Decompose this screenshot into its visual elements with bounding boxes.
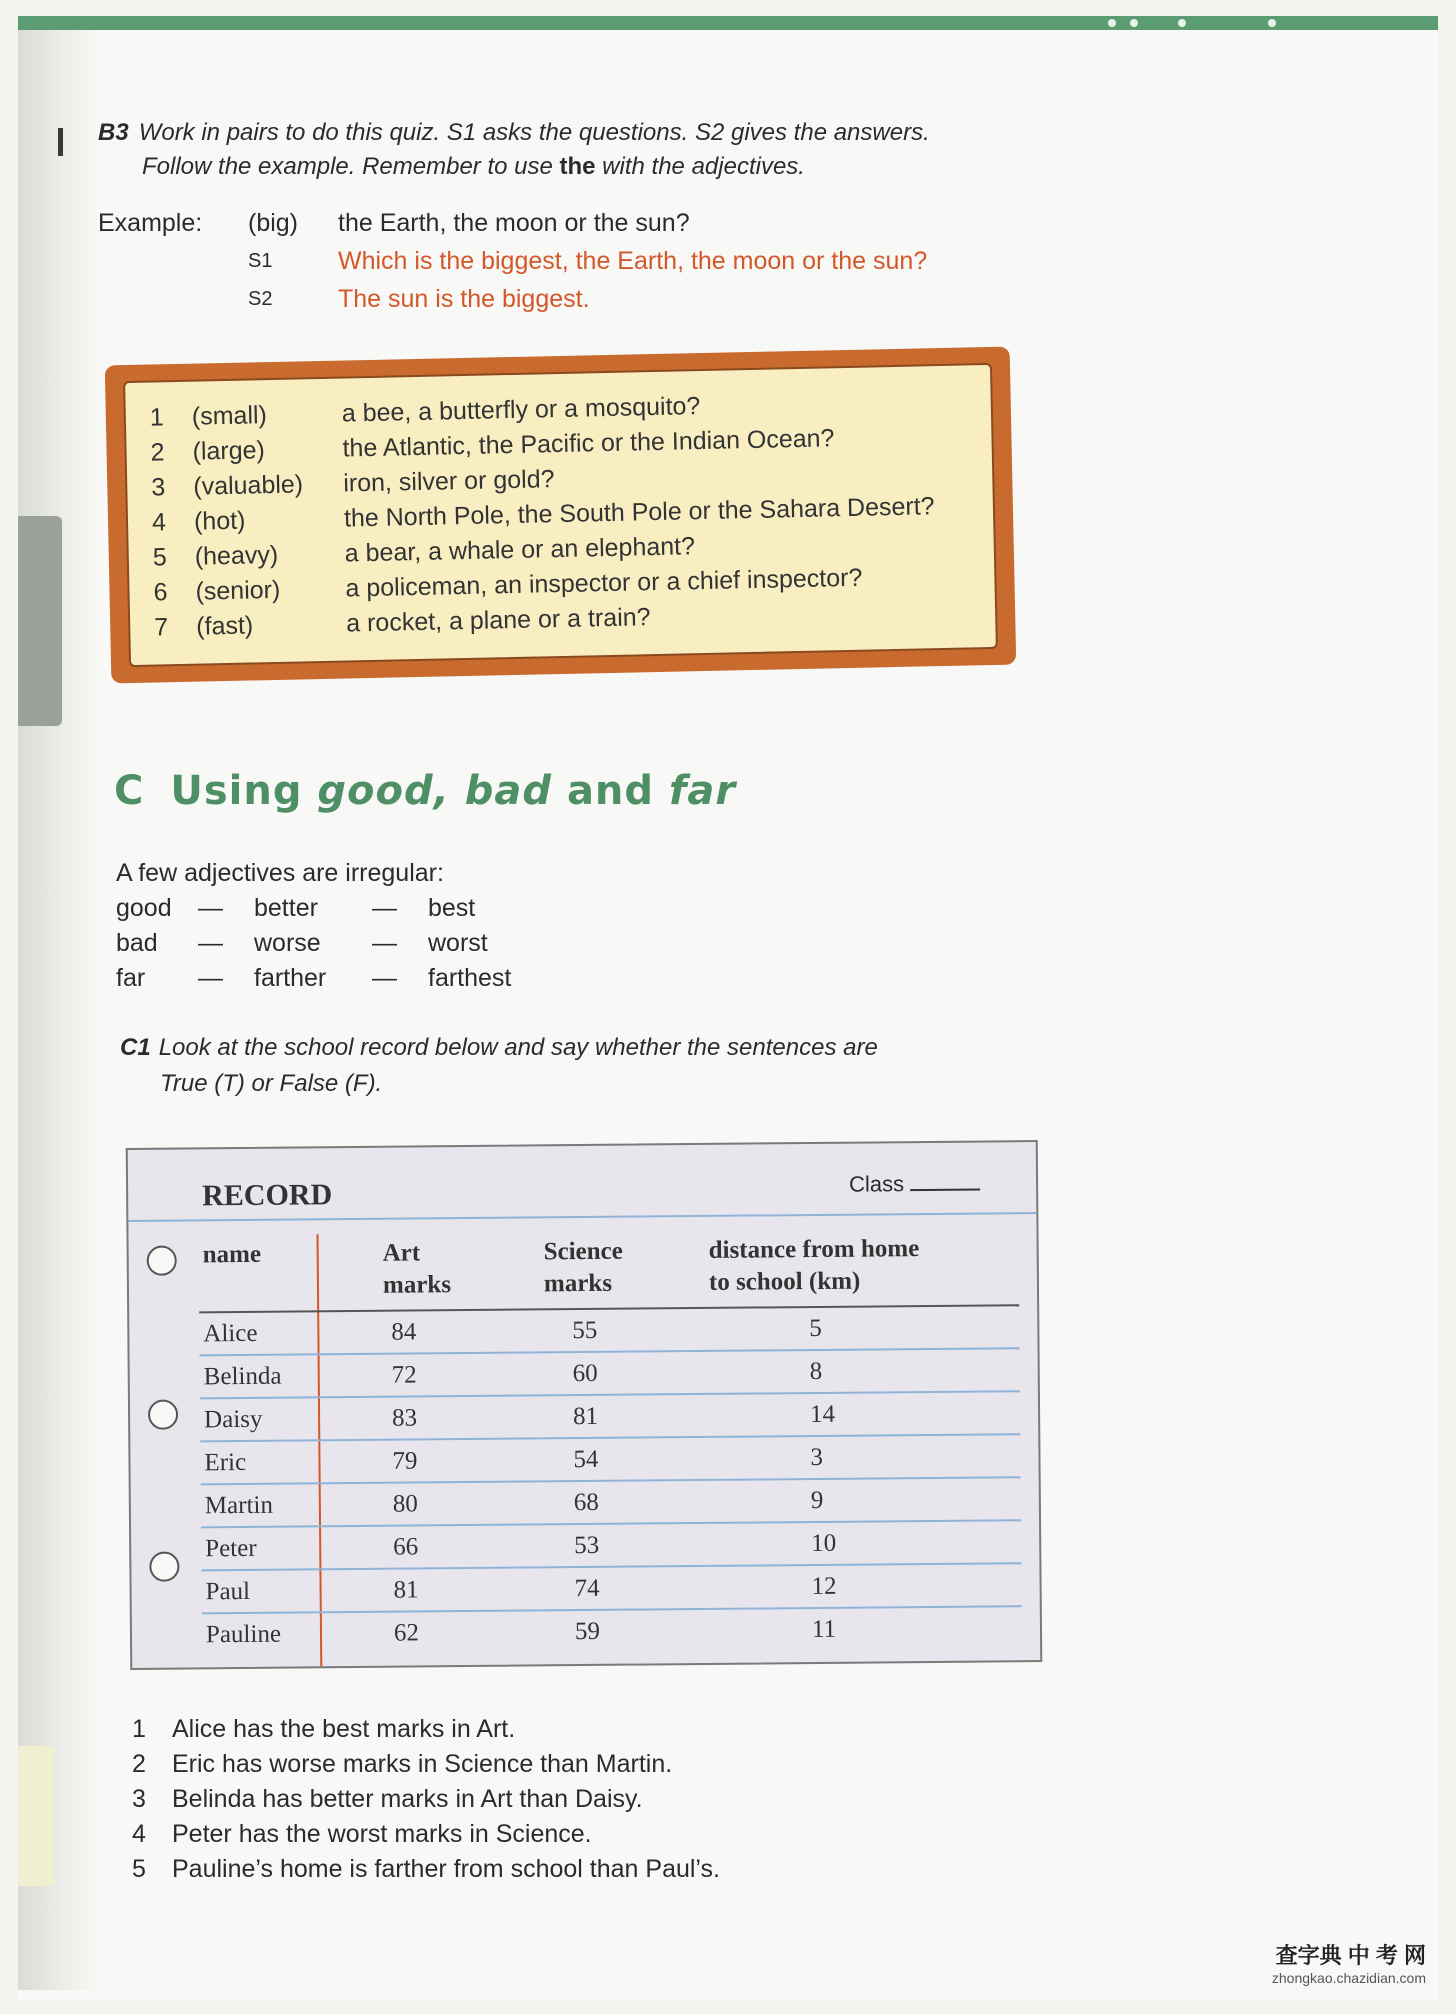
- quiz-number: 3: [151, 473, 166, 502]
- b3-instructions: [98, 116, 930, 184]
- table-row: [200, 1348, 1020, 1398]
- quiz-box: [105, 347, 1016, 684]
- cell-art: 79: [354, 1438, 539, 1483]
- b3-line1: Work in pairs to do this quiz. S1 asks the questions. S2 gives the answers.: [138, 119, 930, 146]
- class-blank: [910, 1189, 980, 1192]
- cell-name: Martin: [201, 1483, 355, 1527]
- comparative-form: better: [254, 894, 318, 922]
- bookmark-tab: [18, 516, 62, 726]
- band-dot: [1108, 19, 1116, 27]
- base-form: good: [116, 894, 172, 922]
- cell-art: 66: [355, 1524, 540, 1569]
- statement-number: 3: [132, 1785, 146, 1813]
- cell-science: 74: [540, 1566, 711, 1610]
- s2-text: The sun is the biggest.: [338, 285, 590, 313]
- quiz-options: a rocket, a plane or a train?: [345, 603, 651, 638]
- cell-science: 53: [540, 1523, 711, 1567]
- quiz-list: [123, 363, 998, 667]
- b3-line2-bold: the: [559, 153, 596, 180]
- cell-name: Eric: [200, 1440, 354, 1484]
- cell-art: 81: [355, 1567, 540, 1612]
- header-art-line2: marks: [382, 1271, 452, 1299]
- cell-distance: 9: [711, 1477, 1021, 1523]
- quiz-options: a policeman, an inspector or a chief inspector?: [345, 563, 863, 603]
- superlative-form: farthest: [428, 964, 512, 992]
- quiz-options: a bee, a butterfly or a mosquito?: [341, 392, 701, 428]
- cell-name: Pauline: [205, 1620, 282, 1648]
- cell-name: Alice: [199, 1311, 353, 1355]
- table-row: [200, 1434, 1020, 1484]
- table-row: [201, 1563, 1021, 1613]
- cell-distance: 10: [711, 1520, 1021, 1566]
- statement-text: Peter has the worst marks in Science.: [172, 1820, 592, 1848]
- margin-strip: [18, 1746, 54, 1886]
- section-letter: C: [114, 768, 145, 814]
- irregular-row: [116, 926, 511, 961]
- punch-hole: [149, 1552, 179, 1582]
- base-form: far: [116, 964, 146, 992]
- base-form: bad: [116, 929, 158, 957]
- example-adjective: (big): [248, 209, 299, 237]
- quiz-number: 5: [152, 543, 167, 572]
- s1-text: Which is the biggest, the Earth, the moon or the sun?: [338, 247, 928, 275]
- statement-number: 1: [132, 1715, 146, 1743]
- textbook-page: [18, 16, 1438, 2000]
- cell-science: 55: [538, 1308, 709, 1352]
- dash: —: [372, 964, 397, 992]
- title-italic: good, bad: [317, 768, 553, 814]
- statement: [132, 1852, 720, 1887]
- dash: —: [372, 929, 397, 957]
- statement: [132, 1817, 720, 1852]
- irregular-row: [116, 891, 511, 926]
- header-science-line2: marks: [543, 1269, 613, 1298]
- title-part: and: [552, 768, 669, 814]
- cell-distance: 14: [710, 1391, 1020, 1437]
- band-dot: [1130, 19, 1138, 27]
- irregular-intro: A few adjectives are irregular:: [116, 859, 444, 887]
- title-part: Using: [170, 768, 318, 814]
- quiz-number: 7: [153, 613, 169, 642]
- cell-art: 62: [393, 1618, 420, 1647]
- quiz-number: 1: [149, 403, 165, 432]
- section-c-title: [114, 768, 736, 814]
- table-row: [201, 1520, 1021, 1570]
- watermark-url: zhongkao.chazidian.com: [1271, 1970, 1426, 1986]
- statement-text: Belinda has better marks in Art than Daisy.: [172, 1785, 643, 1813]
- statement: [132, 1747, 720, 1782]
- irregular-adjectives: [116, 856, 511, 996]
- superlative-form: worst: [428, 929, 488, 957]
- true-false-statements: [132, 1712, 720, 1887]
- dash: —: [198, 929, 223, 957]
- cell-distance: 8: [710, 1348, 1020, 1394]
- c1-line1: Look at the school record below and say whether the sentences are: [158, 1034, 878, 1061]
- quiz-options: iron, silver or gold?: [343, 465, 555, 498]
- header-name: name: [199, 1234, 354, 1312]
- watermark-main: 查字典 中 考 网: [1275, 1943, 1426, 1968]
- quiz-options: the Atlantic, the Pacific or the Indian Ocean?: [342, 424, 835, 463]
- site-watermark: [1272, 1939, 1426, 1986]
- statement-number: 2: [132, 1750, 146, 1778]
- table-row: [201, 1477, 1021, 1527]
- header-distance-line1: distance from home: [708, 1235, 920, 1264]
- statement: [132, 1782, 720, 1817]
- cell-science: 59: [574, 1617, 601, 1645]
- c1-line2: True (T) or False (F).: [160, 1070, 383, 1097]
- irregular-row: [116, 961, 511, 996]
- c1-number: C1: [120, 1034, 151, 1061]
- table-header-row: [199, 1228, 1020, 1312]
- quiz-adjective: (valuable): [193, 470, 304, 501]
- dash: —: [198, 964, 223, 992]
- statement-text: Alice has the best marks in Art.: [172, 1715, 516, 1743]
- superlative-form: best: [428, 894, 476, 922]
- table-row: [200, 1391, 1020, 1441]
- quiz-adjective: (senior): [195, 575, 281, 606]
- statement-number: 4: [132, 1820, 146, 1848]
- quiz-adjective: (large): [192, 436, 266, 466]
- quiz-number: 6: [153, 578, 168, 607]
- example-question: the Earth, the moon or the sun?: [338, 209, 690, 237]
- table-row: [202, 1606, 1022, 1655]
- table-row: [199, 1305, 1019, 1355]
- header-art-line1: Art: [382, 1239, 421, 1267]
- c1-instructions: [120, 1030, 878, 1102]
- example-label: Example:: [98, 209, 203, 237]
- header-science: [537, 1231, 709, 1309]
- cell-name: Peter: [201, 1526, 355, 1570]
- section-marker: [58, 128, 63, 156]
- header-art: [352, 1232, 538, 1311]
- cell-name: Daisy: [200, 1397, 354, 1441]
- cell-art: 72: [354, 1352, 539, 1397]
- quiz-number: 4: [151, 508, 167, 537]
- b3-number: B3: [98, 119, 129, 146]
- header-distance-line2: to school (km): [708, 1267, 861, 1296]
- quiz-adjective: (fast): [195, 611, 254, 641]
- top-color-band: [18, 16, 1438, 30]
- cell-distance: 3: [710, 1434, 1020, 1480]
- example-block: [98, 204, 927, 318]
- title-italic: far: [668, 768, 737, 814]
- comparative-form: worse: [254, 929, 321, 957]
- cell-art: 84: [353, 1309, 538, 1354]
- b3-line2-post: with the adjectives.: [595, 153, 805, 180]
- record-card: [126, 1140, 1043, 1670]
- cell-science: 81: [539, 1394, 710, 1438]
- band-dot: [1178, 19, 1186, 27]
- record-table: [199, 1228, 1023, 1655]
- quiz-adjective: (small): [191, 401, 268, 431]
- cell-science: 54: [539, 1437, 710, 1481]
- cell-distance: 12: [711, 1563, 1021, 1609]
- class-field: [849, 1171, 980, 1198]
- cell-science: 60: [539, 1351, 710, 1395]
- cell-distance: 5: [709, 1305, 1019, 1351]
- cell-distance: 11: [811, 1615, 837, 1643]
- header-distance: [708, 1228, 1019, 1308]
- dash: —: [198, 894, 223, 922]
- cell-art: 80: [355, 1481, 540, 1526]
- quiz-options: the North Pole, the South Pole or the Sahara Desert?: [343, 492, 935, 533]
- record-header-rule: [128, 1212, 1036, 1222]
- statement-number: 5: [132, 1855, 146, 1883]
- band-dot: [1268, 19, 1276, 27]
- book-spine-shadow: [18, 30, 98, 1990]
- punch-hole: [148, 1400, 178, 1430]
- comparative-form: farther: [254, 964, 327, 992]
- quiz-number: 2: [150, 438, 165, 467]
- record-title: RECORD: [202, 1178, 333, 1213]
- cell-science: 68: [540, 1480, 711, 1524]
- dash: —: [372, 894, 397, 922]
- s2-label: S2: [248, 288, 273, 310]
- b3-line2-pre: Follow the example. Remember to use: [142, 153, 560, 180]
- statement-text: Pauline’s home is farther from school than Paul’s.: [172, 1855, 720, 1883]
- statement: [132, 1712, 720, 1747]
- cell-name: Paul: [201, 1569, 355, 1613]
- punch-hole: [147, 1246, 177, 1276]
- s1-label: S1: [248, 250, 273, 272]
- cell-art: 83: [354, 1395, 539, 1440]
- header-science-line1: Science: [543, 1237, 623, 1266]
- quiz-adjective: (hot): [193, 506, 246, 536]
- class-label: Class: [848, 1171, 905, 1197]
- statement-text: Eric has worse marks in Science than Martin.: [172, 1750, 673, 1778]
- quiz-options: a bear, a whale or an elephant?: [344, 532, 696, 568]
- cell-name: Belinda: [200, 1354, 354, 1398]
- quiz-adjective: (heavy): [194, 540, 279, 571]
